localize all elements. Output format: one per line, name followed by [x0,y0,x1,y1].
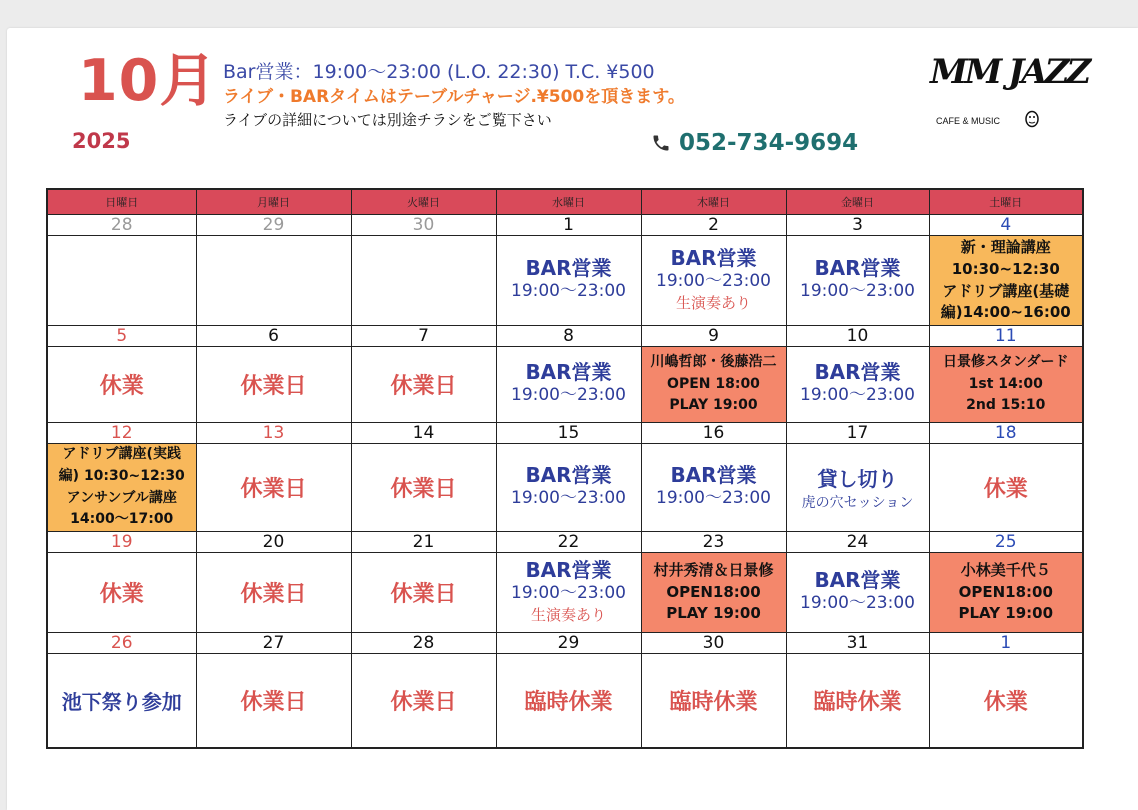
day-cell [786,236,929,326]
date-number: 9 [641,326,786,347]
schedule-row [47,444,1083,532]
day-cell [47,347,196,423]
date-number: 4 [929,215,1083,236]
date-number: 16 [641,423,786,444]
event-line: PLAY 19:00 [958,604,1054,623]
event-line: OPEN18:00 [958,582,1053,601]
bar-hours: 19:00〜23:00 [800,593,915,614]
bar-hours: 19:00〜23:00 [800,385,915,406]
date-number: 25 [929,532,1083,553]
day-cell [641,236,786,326]
day-cell [47,553,196,633]
day-cell [929,444,1083,532]
date-number: 10 [786,326,929,347]
date-number: 15 [496,423,641,444]
bar-open-label: BAR営業 [670,463,757,488]
event-line: 日景修スタンダード [943,353,1069,370]
weekday-header: 金曜日 [786,189,929,215]
bar-open-label: BAR営業 [525,256,612,281]
day-cell [641,654,786,748]
event-line: アドリブ講座(基礎 [942,281,1070,300]
weekday-header: 日曜日 [47,189,196,215]
day-cell [786,654,929,748]
event-line: 村井秀清＆日景修 [653,560,774,579]
day-cell [786,444,929,532]
date-number: 7 [351,326,496,347]
date-number: 3 [786,215,929,236]
date-number-row [47,532,1083,553]
date-number: 5 [47,326,196,347]
date-number-row [47,326,1083,347]
schedule-row [47,236,1083,326]
date-number: 6 [196,326,351,347]
day-cell [196,347,351,423]
weekday-header-row [47,189,1083,215]
event-line: 10:30~12:30 [951,259,1060,278]
day-cell [929,347,1083,423]
closed-label: 休業 [983,477,1028,502]
date-number: 1 [496,215,641,236]
bar-open-label: BAR営業 [814,256,901,281]
day-cell [496,654,641,748]
date-number: 23 [641,532,786,553]
bar-hours: 19:00〜23:00 [656,488,771,509]
mm-jazz-logo [924,52,1089,138]
date-number: 29 [496,633,641,654]
date-number: 22 [496,532,641,553]
closed-label: 臨時休業 [813,689,902,715]
bar-hours: 19:00〜23:00 [656,271,771,292]
day-cell [47,444,196,532]
bar-open-label: BAR営業 [525,360,612,385]
date-number-row [47,423,1083,444]
date-number: 11 [929,326,1083,347]
day-cell [351,654,496,748]
event-details [642,560,786,625]
date-number-row [47,633,1083,654]
bar-open-label: BAR営業 [814,360,901,385]
event-details [930,352,1083,417]
event-line: 編)14:00~16:00 [940,303,1071,322]
event-line: 川嶋哲郎・後藤浩二 [650,353,777,370]
day-cell [196,236,351,326]
closed-label: 臨時休業 [524,689,613,715]
day-cell [641,444,786,532]
weekday-header: 火曜日 [351,189,496,215]
bar-hours-info: Bar営業：19:00〜23:00 (L.O. 22:30) T.C. ¥500 [223,61,655,83]
date-number: 12 [47,423,196,444]
day-cell [929,236,1083,326]
bar-hours: 19:00〜23:00 [511,281,626,302]
month-title: 10月 [78,48,218,114]
live-music-note: 生演奏あり [675,294,751,313]
logo-wordmark: MM JAZZ [930,52,1089,92]
day-cell [496,236,641,326]
day-cell [196,444,351,532]
date-number: 18 [929,423,1083,444]
phone-icon [651,133,671,159]
schedule-row [47,553,1083,633]
date-number: 27 [196,633,351,654]
event-line: アドリブ講座(実践 [62,446,181,463]
day-cell [196,553,351,633]
day-cell [786,553,929,633]
date-number: 30 [351,215,496,236]
day-cell [47,236,196,326]
closed-label: 臨時休業 [669,689,758,715]
event-line: 14:00〜17:00 [70,511,174,528]
live-music-note: 生演奏あり [530,606,606,625]
closed-label: 休業日 [240,477,307,502]
event-line: PLAY 19:00 [666,604,761,623]
date-number: 28 [351,633,496,654]
bar-open-label: BAR営業 [525,463,612,488]
day-cell [496,444,641,532]
event-line: OPEN 18:00 [667,375,760,392]
bar-hours: 19:00〜23:00 [511,385,626,406]
phone-number [651,130,858,159]
closed-label: 休業日 [240,582,307,607]
logo-face-icon [1024,110,1040,132]
bar-open-label: BAR営業 [670,246,757,271]
date-number: 26 [47,633,196,654]
date-number: 13 [196,423,351,444]
event-details [930,560,1083,625]
closed-label: 休業日 [240,689,307,715]
date-number: 20 [196,532,351,553]
day-cell [351,347,496,423]
event-line: 小林美千代５ [960,560,1051,579]
weekday-header: 月曜日 [196,189,351,215]
closed-label: 休業日 [240,374,307,399]
day-cell [351,444,496,532]
closed-label: 休業日 [390,689,457,715]
date-number: 31 [786,633,929,654]
logo-subtitle: CAFE & MUSIC [936,116,1001,126]
day-cell [196,654,351,748]
day-cell [496,347,641,423]
closed-label: 休業 [99,374,144,399]
date-number: 1 [929,633,1083,654]
weekday-header: 土曜日 [929,189,1083,215]
event-details [930,237,1083,324]
event-line: OPEN18:00 [666,582,761,601]
day-cell [47,654,196,748]
date-number: 14 [351,423,496,444]
day-cell [496,553,641,633]
private-booking-label: 貸し切り [817,467,898,491]
date-number: 17 [786,423,929,444]
event-line: アンサンブル講座 [66,489,177,506]
event-line: PLAY 19:00 [669,397,758,414]
bar-open-label: BAR営業 [525,558,612,583]
day-cell [929,654,1083,748]
event-details [642,352,786,417]
day-cell [351,236,496,326]
festival-label: 池下祭り参加 [61,689,182,714]
session-name: 虎の穴セッション [801,495,914,511]
phone-number-text: 052-734-9694 [679,130,859,156]
day-cell [929,553,1083,633]
date-number: 8 [496,326,641,347]
event-details [48,444,196,531]
closed-label: 休業 [983,689,1028,715]
date-number: 29 [196,215,351,236]
live-details-note: ライブの詳細については別途チラシをご覧下さい [223,111,552,129]
date-number: 28 [47,215,196,236]
closed-label: 休業日 [390,477,457,502]
day-cell [641,347,786,423]
date-number: 24 [786,532,929,553]
schedule-row [47,347,1083,423]
date-number: 21 [351,532,496,553]
day-cell [641,553,786,633]
event-line: 1st 14:00 [968,375,1043,392]
date-number: 19 [47,532,196,553]
event-line: 新・理論講座 [960,238,1051,256]
bar-hours: 19:00〜23:00 [511,488,626,509]
bar-open-label: BAR営業 [814,568,901,593]
event-line: 2nd 15:10 [966,397,1046,414]
weekday-header: 水曜日 [496,189,641,215]
weekday-header: 木曜日 [641,189,786,215]
year-label: 2025 [72,129,131,153]
bar-hours: 19:00〜23:00 [511,583,626,604]
event-line: 編) 10:30~12:30 [58,467,185,484]
calendar-table [46,188,1084,749]
bar-hours: 19:00〜23:00 [800,281,915,302]
closed-label: 休業日 [390,582,457,607]
schedule-row [47,654,1083,748]
day-cell [786,347,929,423]
closed-label: 休業日 [390,374,457,399]
date-number-row [47,215,1083,236]
date-number: 30 [641,633,786,654]
closed-label: 休業 [99,582,144,607]
day-cell [351,553,496,633]
date-number: 2 [641,215,786,236]
table-charge-info: ライブ・BARタイムはテーブルチャージ.¥500を頂きます。 [223,87,685,107]
